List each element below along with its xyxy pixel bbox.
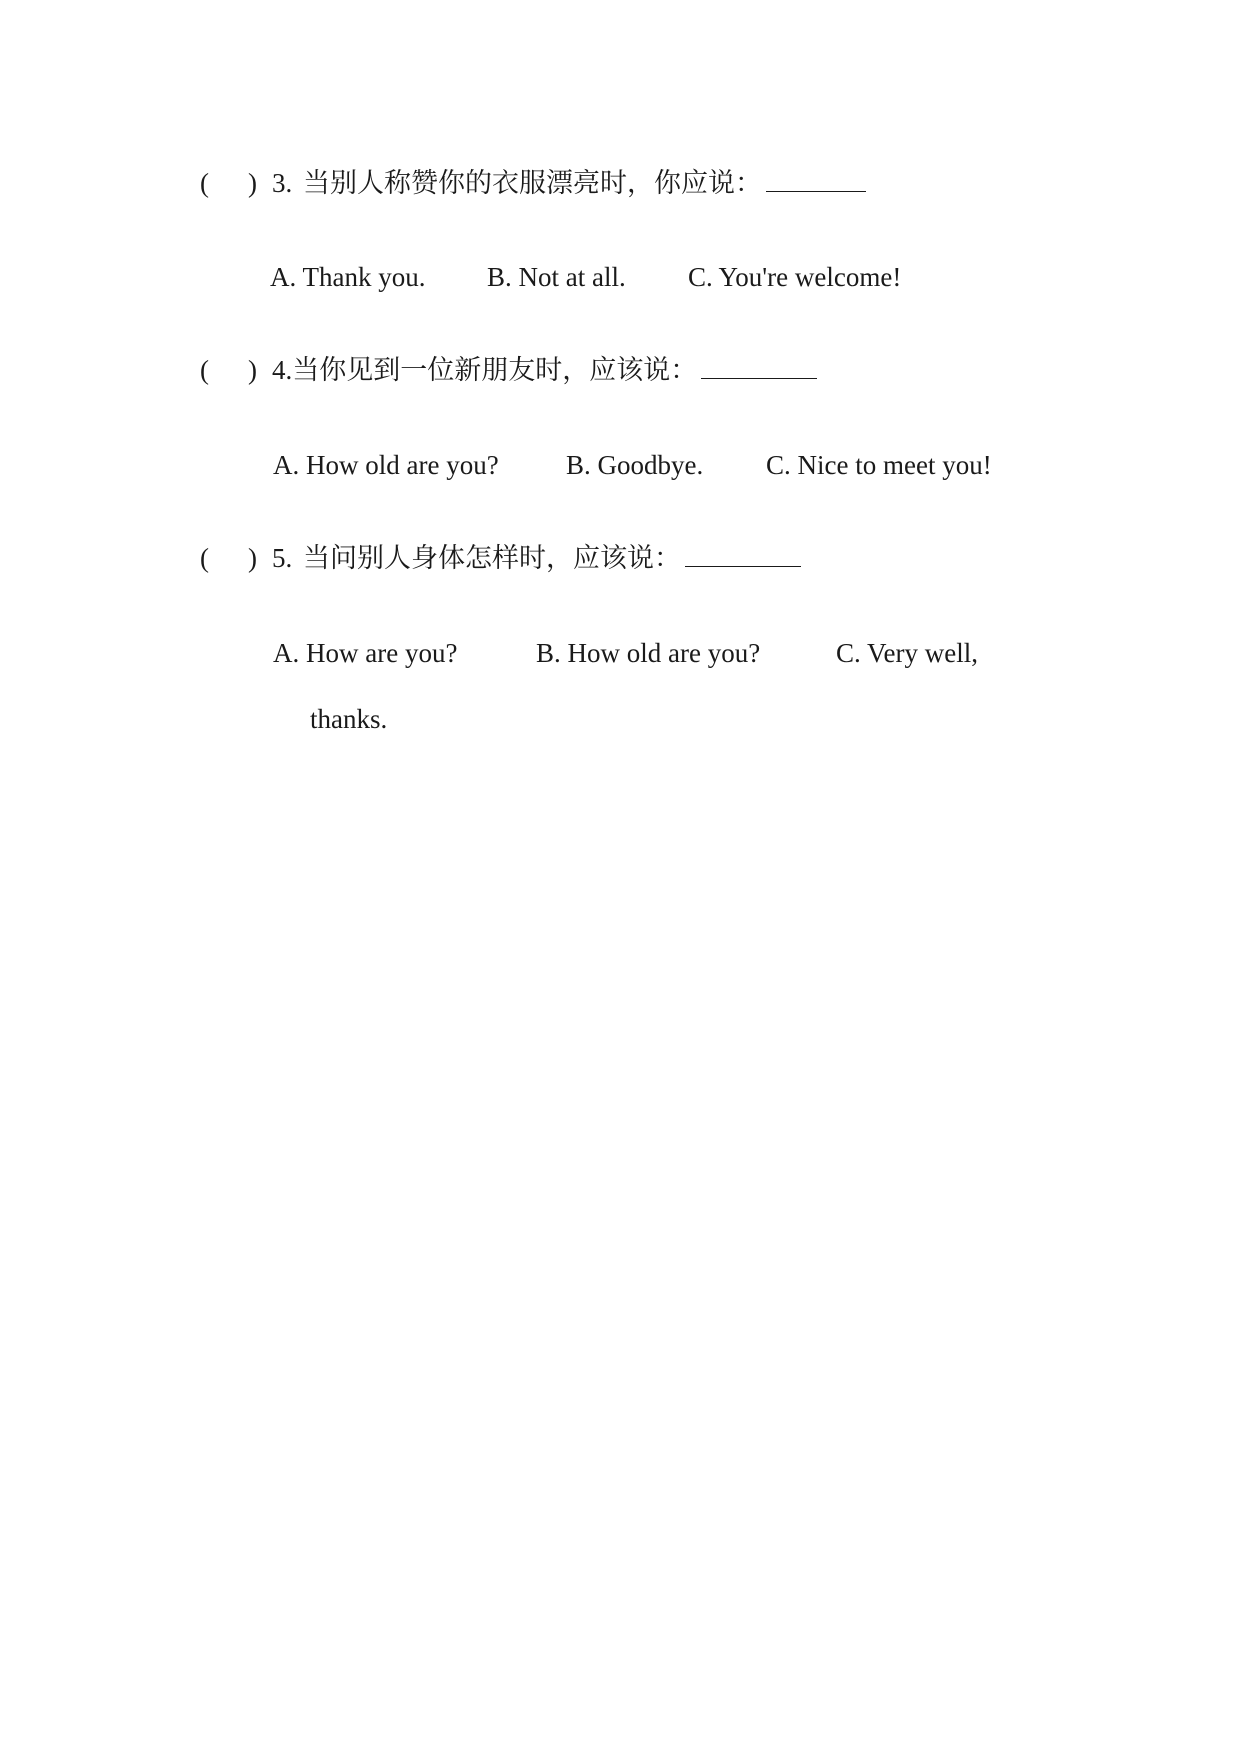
answer-paren-open: ( bbox=[200, 355, 209, 385]
question-prompt: 当别人称赞你的衣服漂亮时，你应说： bbox=[303, 168, 762, 198]
answer-paren-open: ( bbox=[200, 168, 209, 198]
question-number: 3. bbox=[272, 168, 293, 198]
answer-paren-close: ) bbox=[248, 355, 257, 385]
question-5 bbox=[200, 541, 801, 575]
answer-paren-close: ) bbox=[248, 168, 257, 198]
answer-blank bbox=[685, 544, 801, 567]
option-a: A. How are you? bbox=[273, 638, 458, 668]
question-number: 4. bbox=[272, 355, 293, 385]
answer-blank bbox=[766, 169, 866, 192]
option-a: A. Thank you. bbox=[270, 262, 426, 292]
answer-blank bbox=[701, 356, 817, 379]
option-a: A. How old are you? bbox=[273, 450, 499, 480]
answer-paren-close: ) bbox=[248, 543, 257, 573]
option-c: C. Nice to meet you! bbox=[766, 450, 992, 480]
option-b: B. How old are you? bbox=[536, 638, 761, 668]
question-prompt: 当你见到一位新朋友时，应该说： bbox=[292, 355, 698, 385]
option-b: B. Goodbye. bbox=[566, 450, 704, 480]
question-4 bbox=[200, 353, 817, 387]
option-c: C. Very well, bbox=[836, 638, 978, 668]
option-c: C. You're welcome! bbox=[688, 262, 902, 292]
question-number: 5. bbox=[272, 543, 293, 573]
question-prompt: 当问别人身体怎样时，应该说： bbox=[303, 543, 681, 573]
option-c-continuation: thanks. bbox=[310, 704, 388, 734]
answer-paren-open: ( bbox=[200, 543, 209, 573]
option-b: B. Not at all. bbox=[487, 262, 626, 292]
question-3 bbox=[200, 166, 866, 200]
